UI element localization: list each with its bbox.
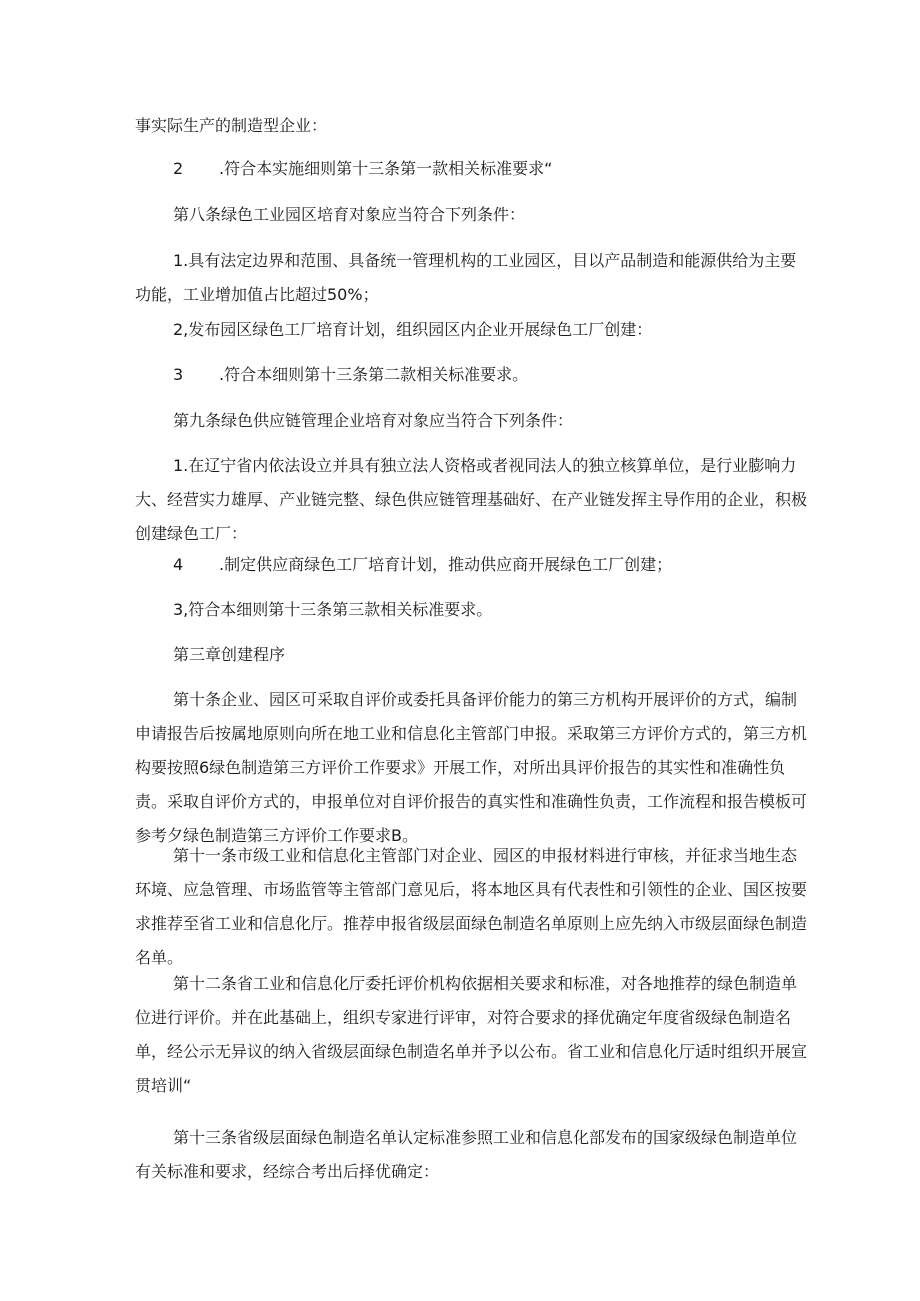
list-text: .符合本实施细则第十三条第一款相关标准要求“ xyxy=(219,159,553,178)
chapter-3-heading: 第三章创建程序 xyxy=(173,645,286,664)
list-item-article7-2 xyxy=(135,152,807,186)
article-10: 第十条企业、园区可采取自评价或委托具备评价能力的第三方机构开展评价的方式，编制申请报告后按属地原则向所在地工业和信息化主管部门申报。采取第三方评价方式的，第三方机构要按照6绿色制造第三方评价工作要求》开展工作，对所出具评价报告的其实性和准确性负责。采取自评价方式的，申报单位对自评价报告的真实性和准确性负责，工作流程和报告模板可参考夕绿色制造第三方评价工作要求B。 xyxy=(135,690,808,845)
article-8-item-1: 1.具有法定边界和范围、具备统一管理机构的工业园区，目以产品制造和能源供给为主要功能，工业增加值占比超过50%； xyxy=(135,251,797,304)
paragraph-continuation: 事实际生产的制造型企业： xyxy=(135,116,328,135)
list-item-article9-4 xyxy=(135,548,807,582)
list-text: .制定供应商绿色工厂培育计划，推动供应商开展绿色工厂创建； xyxy=(219,555,673,574)
article-9-item-1: 1.在辽宁省内依法设立并具有独立法人资格或者视同法人的独立核算单位，是行业膨响力大、经营实力雄厚、产业链完整、绿色供应链管理基础好、在产业链发挥主导作用的企业，积极创建绿色工厂： xyxy=(135,456,808,543)
article-8-item-2: 2,发布园区绿色工厂培育计划，组织园区内企业开展绿色工厂创建： xyxy=(173,320,653,339)
list-number: 3 xyxy=(173,365,184,384)
article-11: 第十一条市级工业和信息化主管部门对企业、园区的申报材料进行审核，并征求当地生态环境、应急管理、市场监管等主管部门意见后，将本地区具有代表性和引领性的企业、国区按要求推荐至省工业和信息化厅。推荐申报省级层面绿色制造名单原则上应先纳入市级层面绿色制造名单。 xyxy=(135,846,808,967)
list-number: 4 xyxy=(173,555,184,574)
article-9-heading: 第九条绿色供应链管理企业培育对象应当符合下列条件： xyxy=(173,411,574,430)
article-8-heading: 第八条绿色工业园区培育对象应当符合下列条件： xyxy=(173,205,526,224)
article-12: 第十二条省工业和信息化厅委托评价机构依据相关要求和标准，对各地推荐的绿色制造单位进行评价。并在此基础上，组织专家进行评审，对符合要求的择优确定年度省级绿色制造名单，经公示无异议的纳入省级层面绿色制造名单并予以公布。省工业和信息化厅适时组织开展宣贯培训“ xyxy=(135,974,808,1095)
list-item-article8-3 xyxy=(135,358,807,392)
list-number: 2 xyxy=(173,159,184,178)
article-9-item-3: 3,符合本细则第十三条第三款相关标准要求。 xyxy=(173,600,493,619)
article-13: 第十三条省级层面绿色制造名单认定标准参照工业和信息化部发布的国家级绿色制造单位有关标准和要求，经综合考出后择优确定： xyxy=(135,1128,798,1181)
list-text: .符合本细则第十三条第二款相关标准要求。 xyxy=(219,365,529,384)
